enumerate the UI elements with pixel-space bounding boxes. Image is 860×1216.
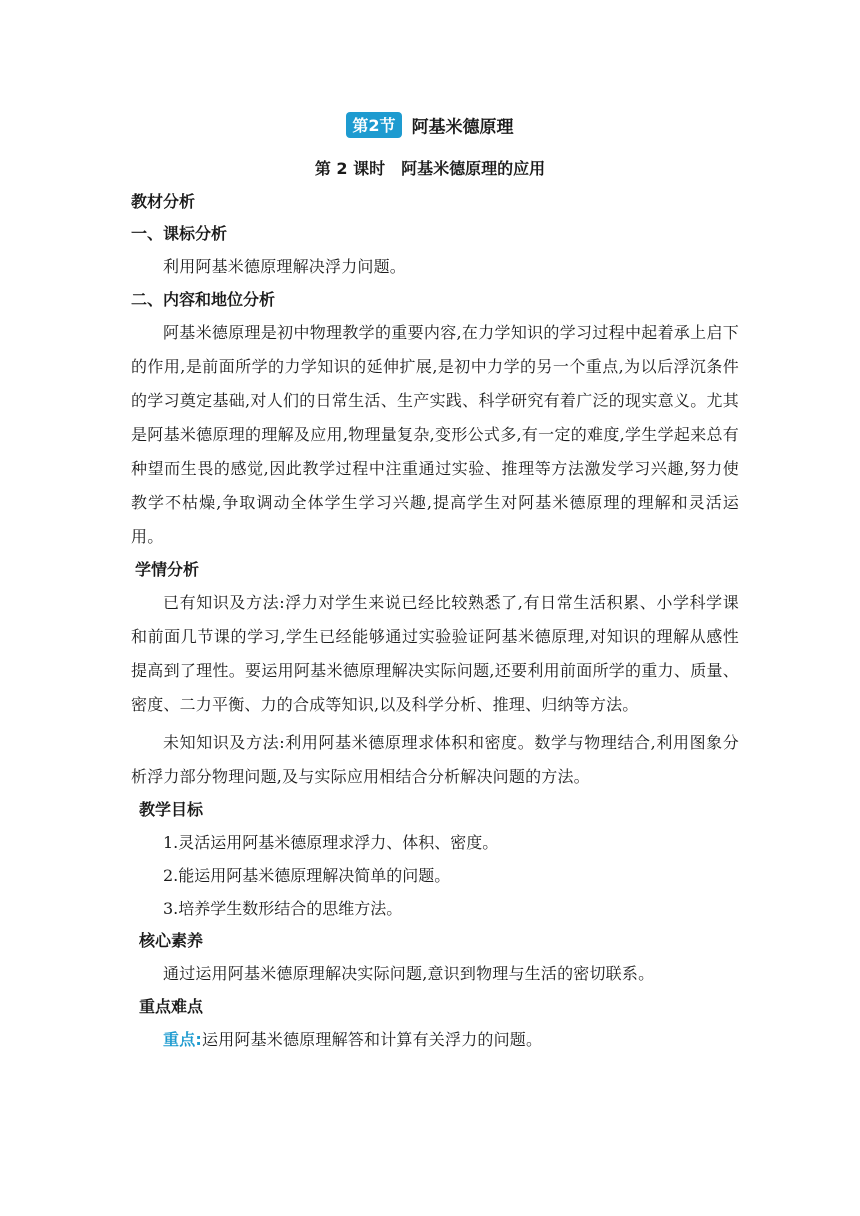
content-heading: 二、内容和地位分析	[131, 290, 276, 309]
goals-heading: 教学目标	[139, 800, 204, 819]
section-badge: 第2节	[346, 112, 401, 138]
document-body	[131, 186, 739, 1057]
curriculum-text: 利用阿基米德原理解决浮力问题。	[163, 257, 407, 276]
learner-text-known: 已有知识及方法:浮力对学生来说已经比较熟悉了,有日常生活积累、小学科学课和前面几节课的学习,学生已经能够通过实验验证阿基米德原理,对知识的理解从感性提高到了理性。要运用阿基米德原理解决实际问题,还要利用前面所学的重力、质量、密度、二力平衡、力的合成等知识,以及科学分析、推理、归纳等方法。	[131, 593, 739, 714]
goal-item: 1.灵活运用阿基米德原理求浮力、体积、密度。	[163, 833, 499, 852]
focus-heading: 重点难点	[139, 997, 204, 1016]
curriculum-heading: 一、课标分析	[131, 224, 228, 243]
focus-label: 重点:	[163, 1030, 202, 1049]
focus-line	[131, 1023, 739, 1057]
section-title: 阿基米德原理	[411, 117, 514, 138]
learner-heading: 学情分析	[135, 560, 200, 579]
literacy-heading: 核心素养	[139, 931, 204, 950]
section-header	[0, 112, 860, 138]
goal-item: 3.培养学生数形结合的思维方法。	[163, 899, 403, 918]
goal-item: 2.能运用阿基米德原理解决简单的问题。	[163, 866, 451, 885]
focus-text: 运用阿基米德原理解答和计算有关浮力的问题。	[202, 1030, 543, 1049]
learner-text-unknown: 未知知识及方法:利用阿基米德原理求体积和密度。数学与物理结合,利用图象分析浮力部分物理问题,及与实际应用相结合分析解决问题的方法。	[131, 733, 739, 786]
textbook-analysis-heading: 教材分析	[131, 192, 196, 211]
literacy-text: 通过运用阿基米德原理解决实际问题,意识到物理与生活的密切联系。	[163, 964, 655, 983]
content-text: 阿基米德原理是初中物理教学的重要内容,在力学知识的学习过程中起着承上启下的作用,是前面所学的力学知识的延伸扩展,是初中力学的另一个重点,为以后浮沉条件的学习奠定基础,对人们的日常生活、生产实践、科学研究有着广泛的现实意义。尤其是阿基米德原理的理解及应用,物理量复杂,变形公式多,有一定的难度,学生学起来总有种望而生畏的感觉,因此教学过程中注重通过实验、推理等方法激发学习兴趣,努力使教学不枯燥,争取调动全体学生学习兴趣,提高学生对阿基米德原理的理解和灵活运用。	[131, 323, 739, 546]
lesson-title: 第 2 课时 阿基米德原理的应用	[314, 159, 546, 178]
